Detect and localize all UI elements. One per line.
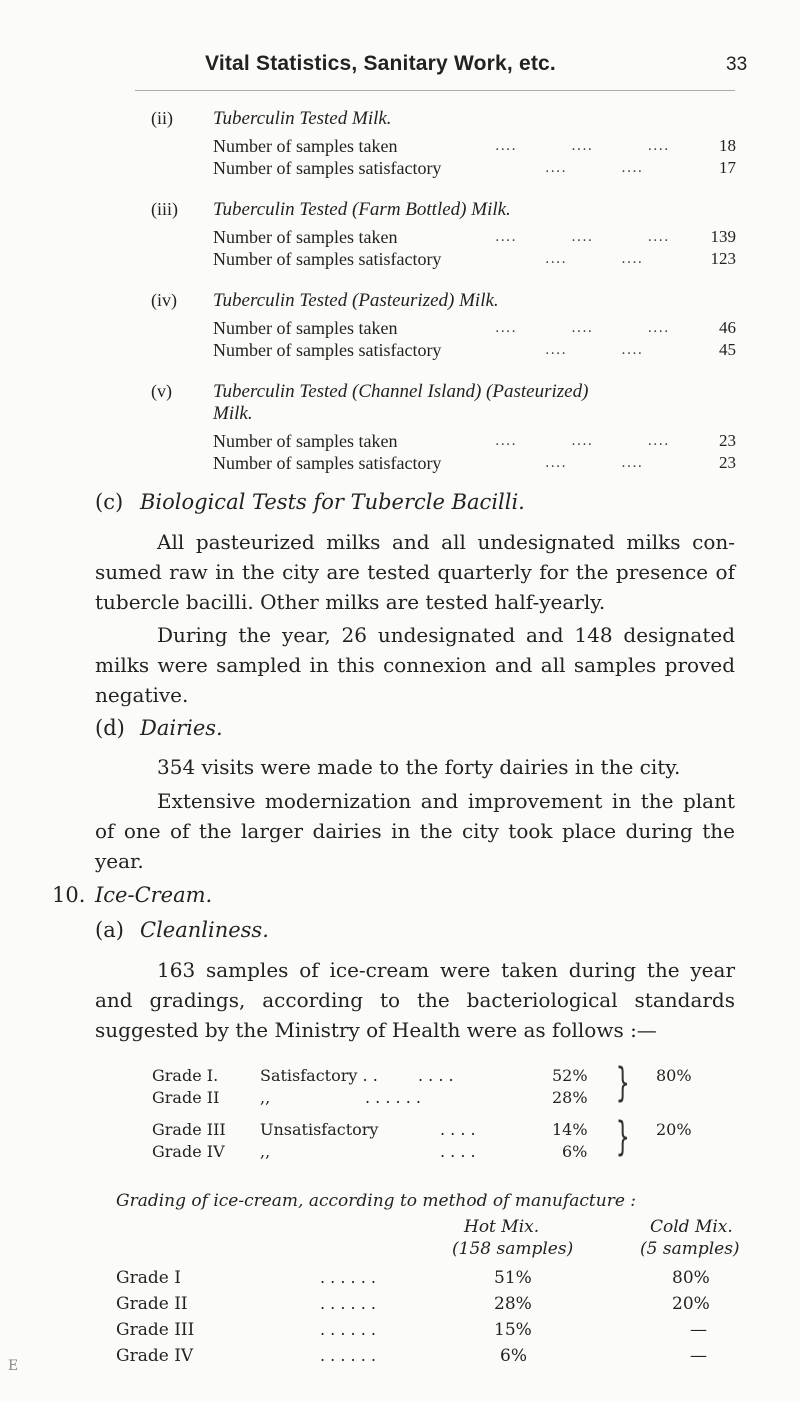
section-10-paragraph xyxy=(95,955,735,1045)
leader-dots: .... .... .... xyxy=(495,138,670,154)
leader-dots: . . . . . . xyxy=(320,1268,376,1287)
manufacture-caption: Grading of ice-cream, according to method of manufacture : xyxy=(116,1191,637,1211)
samples-satisfactory-value: 17 xyxy=(719,158,736,177)
samples-satisfactory-value: 23 xyxy=(719,453,736,472)
samples-taken-value: 23 xyxy=(719,431,736,450)
section-c-label: (c) xyxy=(95,490,124,514)
samples-taken-label: Number of samples taken xyxy=(213,431,398,451)
cold-mix-value: 20% xyxy=(672,1294,710,1314)
leader-dots: .... .... .... xyxy=(495,229,670,245)
leader-dots: . . . . . . xyxy=(365,1088,421,1107)
grade-desc: Unsatisfactory xyxy=(260,1120,379,1139)
item-title: Tuberculin Tested (Farm Bottled) Milk. xyxy=(213,199,511,220)
cold-mix-value: — xyxy=(690,1320,707,1340)
cold-mix-header: Cold Mix. xyxy=(650,1217,733,1237)
samples-taken-value: 46 xyxy=(719,318,736,337)
item-number: (ii) xyxy=(151,108,173,128)
paragraph-text: Extensive modernization and improvement in the plant of one of the larger dairies in the city took place during the year. xyxy=(95,789,735,873)
paragraph-text: 354 visits were made to the forty dairies in the city. xyxy=(157,755,681,779)
section-10-title: Ice-Cream. xyxy=(95,883,213,907)
item-title: Tuberculin Tested Milk. xyxy=(213,108,392,129)
item-title: Tuberculin Tested (Channel Island) (Pasteurized) xyxy=(213,381,589,402)
grade-percent: 28% xyxy=(552,1088,588,1107)
grade-label: Grade IV xyxy=(116,1346,194,1366)
grade-label: Grade I xyxy=(116,1268,181,1288)
header-rule xyxy=(135,90,735,91)
leader-dots: . . . . xyxy=(418,1066,454,1085)
item-number: (iv) xyxy=(151,290,177,310)
section-10a-title: Cleanliness. xyxy=(140,918,269,942)
hot-mix-value: 28% xyxy=(494,1294,532,1314)
samples-taken-value: 18 xyxy=(719,136,736,155)
leader-dots: .... .... .... xyxy=(495,320,670,336)
grade-percent: 52% xyxy=(552,1066,588,1085)
grade-percent: 6% xyxy=(562,1142,588,1161)
item-title-line2: Milk. xyxy=(213,403,253,424)
paragraph-text: 163 samples of ice-cream were taken during the year and gradings, according to the bacteriological standards suggested by the Ministry of Health were as follows :— xyxy=(95,958,735,1042)
leader-dots: .... .... xyxy=(545,160,644,176)
paragraph-text: During the year, 26 undesignated and 148 designated milks were sampled in this connexion and all samples proved negative. xyxy=(95,623,735,707)
samples-satisfactory-label: Number of samples satisfactory xyxy=(213,158,442,178)
leader-dots: . . . . . . xyxy=(320,1294,376,1313)
samples-taken-value: 139 xyxy=(710,227,736,246)
section-d-paragraph-1 xyxy=(95,752,735,782)
section-c-paragraph-1 xyxy=(95,527,735,617)
samples-satisfactory-label: Number of samples satisfactory xyxy=(213,340,442,360)
grade-desc: Satisfactory . . xyxy=(260,1066,378,1085)
section-d-title: Dairies. xyxy=(140,716,223,740)
item-number: (v) xyxy=(151,381,172,401)
item-number: (iii) xyxy=(151,199,178,219)
hot-mix-value: 15% xyxy=(494,1320,532,1340)
samples-satisfactory-value: 45 xyxy=(719,340,736,359)
samples-taken-label: Number of samples taken xyxy=(213,136,398,156)
samples-taken-label: Number of samples taken xyxy=(213,227,398,247)
grade-label: Grade III xyxy=(152,1120,226,1139)
right-brace-icon: } xyxy=(615,1114,630,1160)
grade-desc: ,, xyxy=(260,1088,271,1107)
grade-label: Grade I. xyxy=(152,1066,219,1085)
leader-dots: . . . . . . xyxy=(320,1346,376,1365)
section-10a-label: (a) xyxy=(95,918,124,942)
cold-mix-value: — xyxy=(690,1346,707,1366)
cold-mix-value: 80% xyxy=(672,1268,710,1288)
samples-satisfactory-label: Number of samples satisfactory xyxy=(213,249,442,269)
paragraph-text: All pasteurized milks and all undesignated milks con-sumed raw in the city are tested quarterly for the presence of tubercle bacilli. Other milks are tested half-yearly. xyxy=(95,530,735,614)
grade-percent: 14% xyxy=(552,1120,588,1139)
grade-label: Grade II xyxy=(152,1088,220,1107)
grade-label: Grade IV xyxy=(152,1142,225,1161)
leader-dots: .... .... xyxy=(545,455,644,471)
running-header: Vital Statistics, Sanitary Work, etc. xyxy=(205,52,556,75)
hot-mix-subheader: (158 samples) xyxy=(452,1239,574,1259)
right-brace-icon: } xyxy=(615,1060,630,1106)
leader-dots: .... .... .... xyxy=(495,433,670,449)
margin-mark: E xyxy=(8,1358,19,1374)
section-d-paragraph-2 xyxy=(95,786,735,876)
section-d-label: (d) xyxy=(95,716,125,740)
grade-desc: ,, xyxy=(260,1142,271,1161)
hot-mix-header: Hot Mix. xyxy=(464,1217,540,1237)
samples-satisfactory-value: 123 xyxy=(710,249,736,268)
group-total-unsatisfactory: 20% xyxy=(656,1120,692,1139)
section-10-number: 10. xyxy=(52,883,86,907)
section-c-title: Biological Tests for Tubercle Bacilli. xyxy=(140,490,525,514)
samples-taken-label: Number of samples taken xyxy=(213,318,398,338)
leader-dots: .... .... xyxy=(545,251,644,267)
group-total-satisfactory: 80% xyxy=(656,1066,692,1085)
grade-label: Grade III xyxy=(116,1320,195,1340)
grade-label: Grade II xyxy=(116,1294,188,1314)
hot-mix-value: 6% xyxy=(500,1346,527,1366)
hot-mix-value: 51% xyxy=(494,1268,532,1288)
leader-dots: . . . . xyxy=(440,1142,476,1161)
leader-dots: . . . . . . xyxy=(320,1320,376,1339)
page-number: 33 xyxy=(726,54,748,75)
section-c-paragraph-2 xyxy=(95,620,735,710)
leader-dots: . . . . xyxy=(440,1120,476,1139)
samples-satisfactory-label: Number of samples satisfactory xyxy=(213,453,442,473)
item-title: Tuberculin Tested (Pasteurized) Milk. xyxy=(213,290,499,311)
cold-mix-subheader: (5 samples) xyxy=(640,1239,740,1259)
leader-dots: .... .... xyxy=(545,342,644,358)
